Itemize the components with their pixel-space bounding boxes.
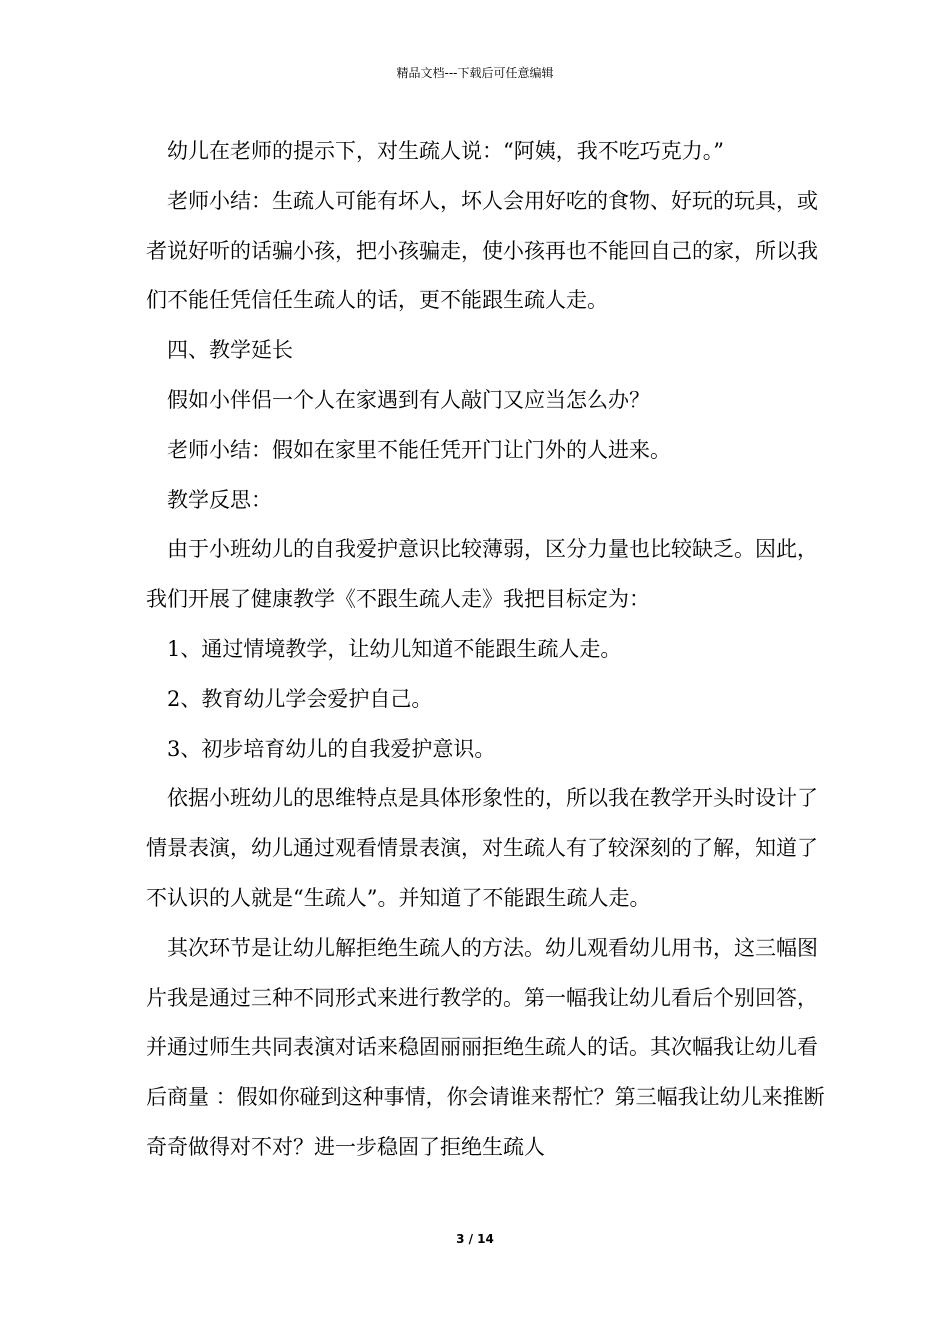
document-body bbox=[146, 127, 828, 1173]
paragraph: 老师小结：假如在家里不能任凭开门让门外的人进来。 bbox=[167, 437, 671, 462]
paragraph: 假如小伴侣一个人在家遇到有人敲门又应当怎么办？ bbox=[167, 387, 650, 412]
list-item: 1、通过情境教学，让幼儿知道不能跟生疏人走。 bbox=[167, 636, 622, 661]
page-header: 精品文档---下载后可任意编辑 bbox=[396, 66, 554, 80]
paragraph: 依据小班幼儿的思维特点是具体形象性的，所以我在教学开头时设计了情景表演，幼儿通过观看情景表演，对生疏人有了较深刻的了解，知道了不认识的人就是“生疏人”。并知道了不能跟生疏人走。 bbox=[146, 786, 818, 910]
paragraph: 老师小结：生疏人可能有坏人，坏人会用好吃的食物、好玩的玩具，或者说好听的话骗小孩，把小孩骗走，使小孩再也不能回自己的家，所以我们不能任凭信任生疏人的话，更不能跟生疏人走。 bbox=[146, 188, 818, 313]
list-item: 2、教育幼儿学会爱护自己。 bbox=[167, 686, 433, 711]
paragraph: 由于小班幼儿的自我爱护意识比较薄弱，区分力量也比较缺乏。因此，我们开展了健康教学《不跟生疏人走》我把目标定为： bbox=[146, 537, 818, 612]
section-heading: 四、教学延长 bbox=[167, 338, 293, 363]
paragraph: 幼儿在老师的提示下，对生疏人说：“阿姨，我不吃巧克力。” bbox=[167, 139, 724, 163]
paragraph: 教学反思： bbox=[167, 487, 272, 512]
list-item: 3、初步培育幼儿的自我爱护意识。 bbox=[167, 736, 496, 761]
paragraph: 其次环节是让幼儿解拒绝生疏人的方法。幼儿观看幼儿用书，这三幅图片我是通过三种不同形式来进行教学的。第一幅我让幼儿看后个别回答，并通过师生共同表演对话来稳固丽丽拒绝生疏人的话。其次幅我让幼儿看后商量 ：假如你碰到这种事情，你会请谁来帮忙？第三幅我让幼儿来推断奇奇做得对不对？进一步稳固了拒绝生疏人 bbox=[146, 935, 825, 1159]
page-number: 3 / 14 bbox=[456, 1232, 494, 1246]
